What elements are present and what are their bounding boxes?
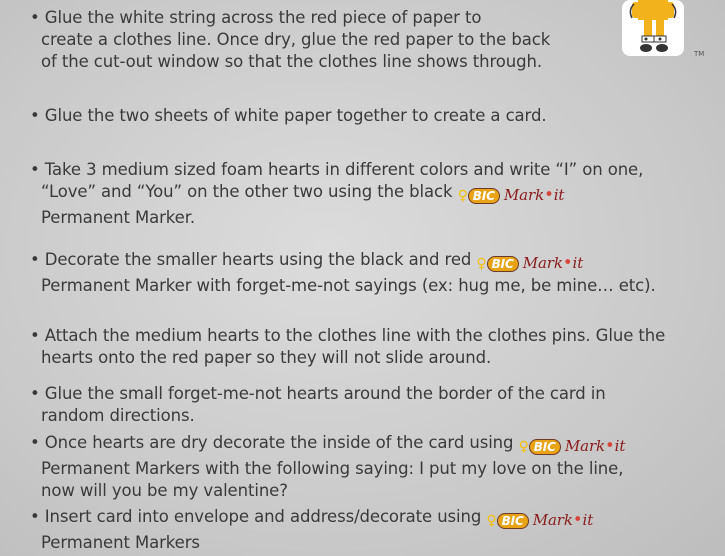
step-8-line-1: [30, 506, 702, 532]
step-3-line-2: [30, 181, 702, 207]
step-1-line-1: • Glue the white string across the red piece of paper to: [30, 8, 482, 27]
step-3-line-1: • Take 3 medium sized foam hearts in different colors and write “I” on one,: [30, 160, 644, 179]
step-6-line-1: • Glue the small forget-me-not hearts around the border of the card in: [30, 384, 606, 403]
step-7-line-1-text: • Once hearts are dry decorate the inside of the card using: [30, 433, 514, 452]
step-8-line-2: Permanent Markers: [41, 533, 200, 552]
step-5-line-2: hearts onto the red paper so they will not slide around.: [41, 348, 492, 367]
step-3: [30, 159, 702, 229]
step-6-line-2: random directions.: [41, 406, 195, 425]
step-7-line-1: [30, 432, 702, 458]
step-4-line-1: [30, 249, 702, 275]
step-8-line-1-text: • Insert card into envelope and address/decorate using: [30, 507, 482, 526]
bic-markit-logo-icon: ♀ BIC Mark•it: [457, 185, 565, 204]
bic-markit-logo-icon: ♀ BIC Mark•it: [518, 436, 626, 455]
step-7-line-2: Permanent Markers with the following saying: I put my love on the line,: [41, 459, 624, 478]
step-4-line-1-text: • Decorate the smaller hearts using the black and red: [30, 250, 472, 269]
step-1-line-3: of the cut-out window so that the clothes line shows through.: [41, 52, 543, 71]
step-5: [30, 325, 702, 369]
step-4: [30, 249, 702, 297]
step-7-line-3: now will you be my valentine?: [41, 481, 288, 500]
step-5-line-1: • Attach the medium hearts to the clothes line with the clothes pins. Glue the: [30, 326, 666, 345]
step-4-line-2: Permanent Marker with forget-me-not sayings (ex: hug me, be mine… etc).: [41, 276, 656, 295]
step-1-line-2: create a clothes line. Once dry, glue the red paper to the back: [41, 30, 551, 49]
trademark-label: TM: [694, 50, 705, 58]
bic-markit-logo-icon: ♀ BIC Mark•it: [476, 253, 584, 272]
step-3-line-2-text: “Love” and “You” on the other two using the black: [41, 182, 453, 201]
step-2-line-1: • Glue the two sheets of white paper together to create a card.: [30, 106, 547, 125]
step-6: [30, 383, 702, 427]
step-2: [30, 105, 702, 127]
step-1: [30, 7, 705, 73]
step-8: [30, 506, 702, 554]
step-3-line-3: Permanent Marker.: [41, 208, 196, 227]
step-7: [30, 432, 702, 502]
bic-markit-logo-icon: ♀ BIC Mark•it: [486, 510, 594, 529]
